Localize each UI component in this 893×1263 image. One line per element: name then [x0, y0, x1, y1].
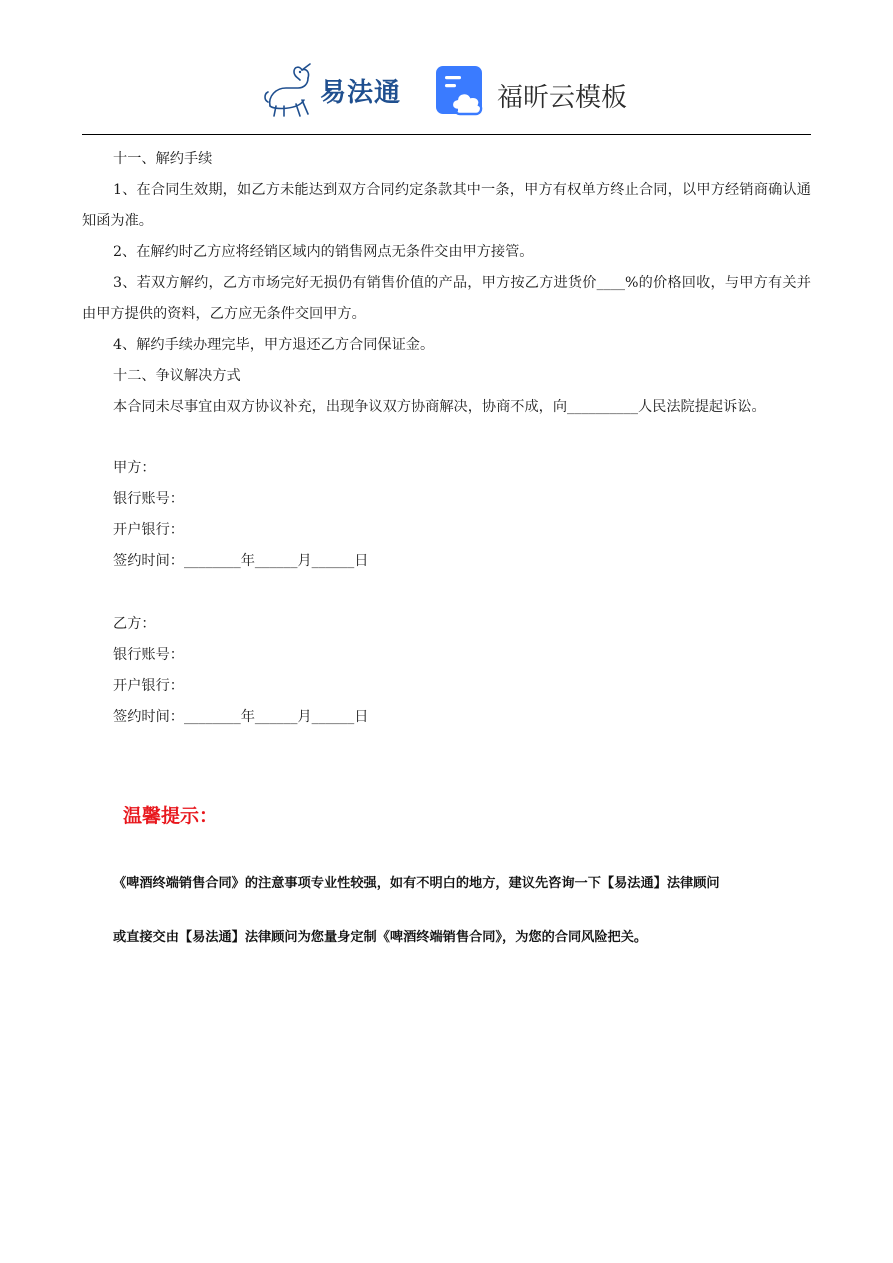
section-12-title: 十二、争议解决方式: [113, 368, 241, 384]
party-b-name: 乙方：: [113, 616, 156, 632]
section-12-body: 本合同未尽事宜由双方协议补充，出现争议双方协商解决，协商不成，向__________人民法院提起诉讼。: [113, 399, 766, 415]
party-a-bank: 开户银行：: [113, 522, 184, 538]
party-b-sign-time: 签约时间：________年______月______日: [113, 709, 369, 725]
foxit-template-logo-text: 福昕云模板: [497, 83, 628, 113]
yifatong-logo-text: 易法通: [320, 78, 402, 108]
party-a-name: 甲方：: [113, 460, 156, 476]
warm-tip-line-1: 《啤酒终端销售合同》的注意事项专业性较强，如有不明白的地方，建议先咨询一下【易法通】法律顾问: [113, 876, 720, 891]
document-cloud-icon: [434, 64, 490, 118]
header-divider: [82, 134, 811, 135]
section-11-title: 十一、解约手续: [113, 151, 213, 167]
warm-tip-body: [113, 857, 813, 965]
party-b-bank: 开户银行：: [113, 678, 184, 694]
party-a-sign-time: 签约时间：________年______月______日: [113, 553, 369, 569]
unicorn-emblem-icon: [262, 62, 322, 118]
warm-tip-line-2: 或直接交由【易法通】法律顾问为您量身定制《啤酒终端销售合同》，为您的合同风险把关。: [113, 930, 648, 945]
party-b-bank-account: 银行账号：: [113, 647, 184, 663]
yifatong-logo: [262, 62, 412, 118]
document-header: [0, 58, 893, 124]
party-a-bank-account: 银行账号：: [113, 491, 184, 507]
section-11-item-4: 4、解约手续办理完毕，甲方退还乙方合同保证金。: [113, 337, 435, 353]
foxit-template-logo: [434, 64, 644, 118]
contract-body: [82, 144, 811, 733]
section-11-item-1: 1、在合同生效期，如乙方未能达到双方合同约定条款其中一条，甲方有权单方终止合同，以甲方经销商确认通知函为准。: [82, 182, 811, 229]
section-11-item-3: 3、若双方解约，乙方市场完好无损仍有销售价值的产品，甲方按乙方进货价____%的价格回收，与甲方有关并由甲方提供的资料，乙方应无条件交回甲方。: [82, 275, 811, 322]
section-11-item-2: 2、在解约时乙方应将经销区域内的销售网点无条件交由甲方接管。: [113, 244, 534, 260]
warm-tip-title: 温馨提示：: [123, 805, 219, 827]
